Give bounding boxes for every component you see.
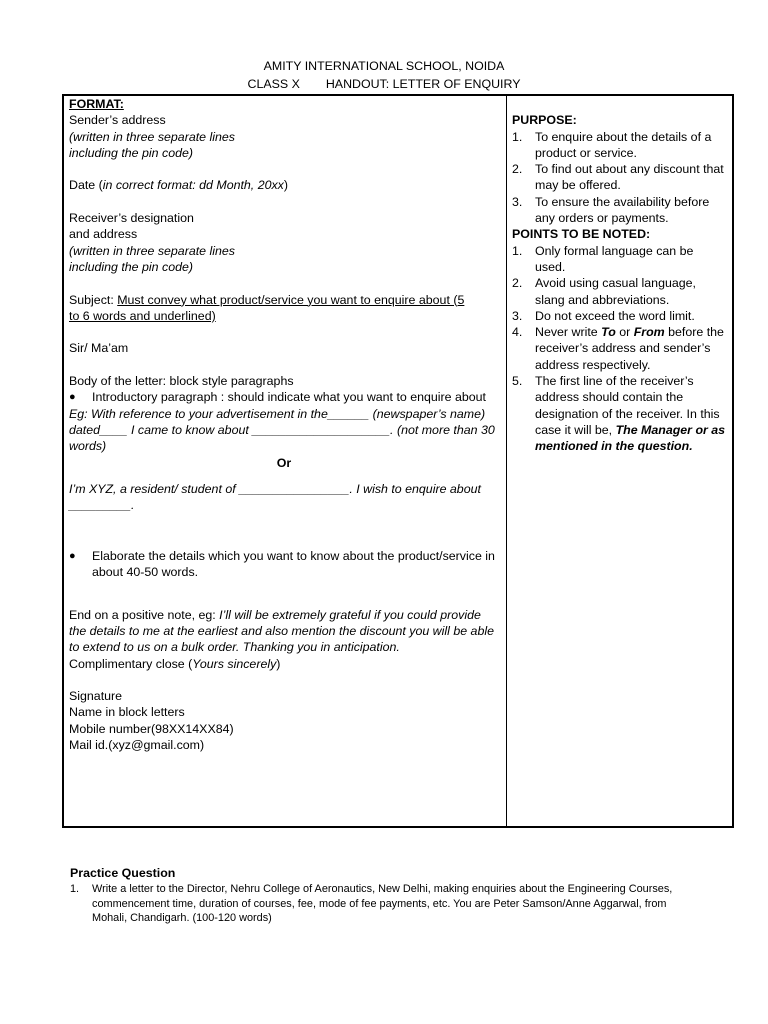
purpose-list — [512, 129, 726, 227]
purpose-title: PURPOSE: — [512, 113, 577, 128]
date-line: Date (in correct format: dd Month, 20xx) — [69, 178, 289, 193]
body-label: Body of the letter: block style paragraphs — [69, 374, 294, 389]
signature: Signature — [69, 689, 123, 704]
sender-note-2: including the pin code) — [69, 145, 193, 160]
format-column — [69, 96, 499, 753]
or-separator: Or — [276, 455, 292, 470]
practice-list — [70, 882, 690, 926]
points-title: POINTS TO BE NOTED: — [512, 227, 651, 242]
handout-table — [62, 94, 734, 828]
bullet-introductory: ● Introductory paragraph : should indicate what you want to enquire about — [69, 389, 499, 405]
format-title: FORMAT: — [69, 97, 124, 111]
list-item: 3. Do not exceed the word limit. — [512, 308, 695, 323]
example-2: I’m XYZ, a resident/ student of ________________. I wish to enquire about _________. — [69, 481, 481, 513]
salutation: Sir/ Ma’am — [69, 341, 129, 356]
purpose-column — [512, 96, 726, 455]
list-item: 4. Never write To or From before the receiver’s address and sender’s address respectively. — [512, 325, 724, 372]
class-label: CLASS X — [247, 77, 300, 91]
name-line: Name in block letters — [69, 705, 185, 720]
complimentary-close: Complimentary close (Yours sincerely) — [69, 656, 281, 671]
sender-address: Sender’s address — [69, 113, 166, 128]
mail-line: Mail id.(xyz@gmail.com) — [69, 737, 205, 752]
practice-title: Practice Question — [70, 866, 176, 880]
example-1: Eg: With reference to your advertisement in the______ (newspaper’s name) dated____ I came to know about ____________________. (not more than 30 words) — [69, 406, 495, 454]
subject-line: Subject: Must convey what product/service you want to enquire about (5 — [69, 292, 465, 307]
mobile-line: Mobile number(98XX14XX84) — [69, 721, 234, 736]
points-list — [512, 243, 726, 455]
list-item: 1. Only formal language can be used. — [512, 243, 694, 274]
column-divider — [506, 96, 507, 826]
receiver-note-1: (written in three separate lines — [69, 243, 235, 258]
receiver-address: and address — [69, 227, 138, 242]
list-item: 1. Write a letter to the Director, Nehru College of Aeronautics, New Delhi, making enquiries about the Engineering Courses, commencement time, duration of courses, fee, mode of fee payments, etc. You are Peter Samson/Anne Aggarwal, from Mohali, Chandigarh. (100-120 words) — [70, 883, 673, 925]
list-item: 2. Avoid using casual language, slang and abbreviations. — [512, 276, 696, 307]
bullet-elaborate: ● Elaborate the details which you want to know about the product/service in about 40-50 words. — [69, 548, 499, 581]
sender-note-1: (written in three separate lines — [69, 129, 235, 144]
list-item: 3. To ensure the availability before any orders or payments. — [512, 194, 710, 226]
list-item: 1. To enquire about the details of a product or service. — [512, 129, 712, 160]
school-name: AMITY INTERNATIONAL SCHOOL, NOIDA — [263, 59, 505, 73]
end-note: End on a positive note, eg: I’ll will be extremely grateful if you could provide the details to me at the earliest and also mention the discount you will be able to extend to us on a bulk order. Thanking you in anticipation. — [69, 607, 494, 655]
list-item: 2. To find out about any discount that may be offered. — [512, 162, 724, 193]
handout-label: HANDOUT: LETTER OF ENQUIRY — [325, 77, 521, 91]
handout-title — [0, 76, 768, 92]
receiver-designation: Receiver’s designation — [69, 211, 194, 226]
list-item: 5. The first line of the receiver’s address should contain the designation of the receiver. In this case it will be, The Manager or as mentioned in the question. — [512, 374, 726, 454]
subject-line-2: to 6 words and underlined) — [69, 308, 216, 323]
receiver-note-2: including the pin code) — [69, 259, 193, 274]
